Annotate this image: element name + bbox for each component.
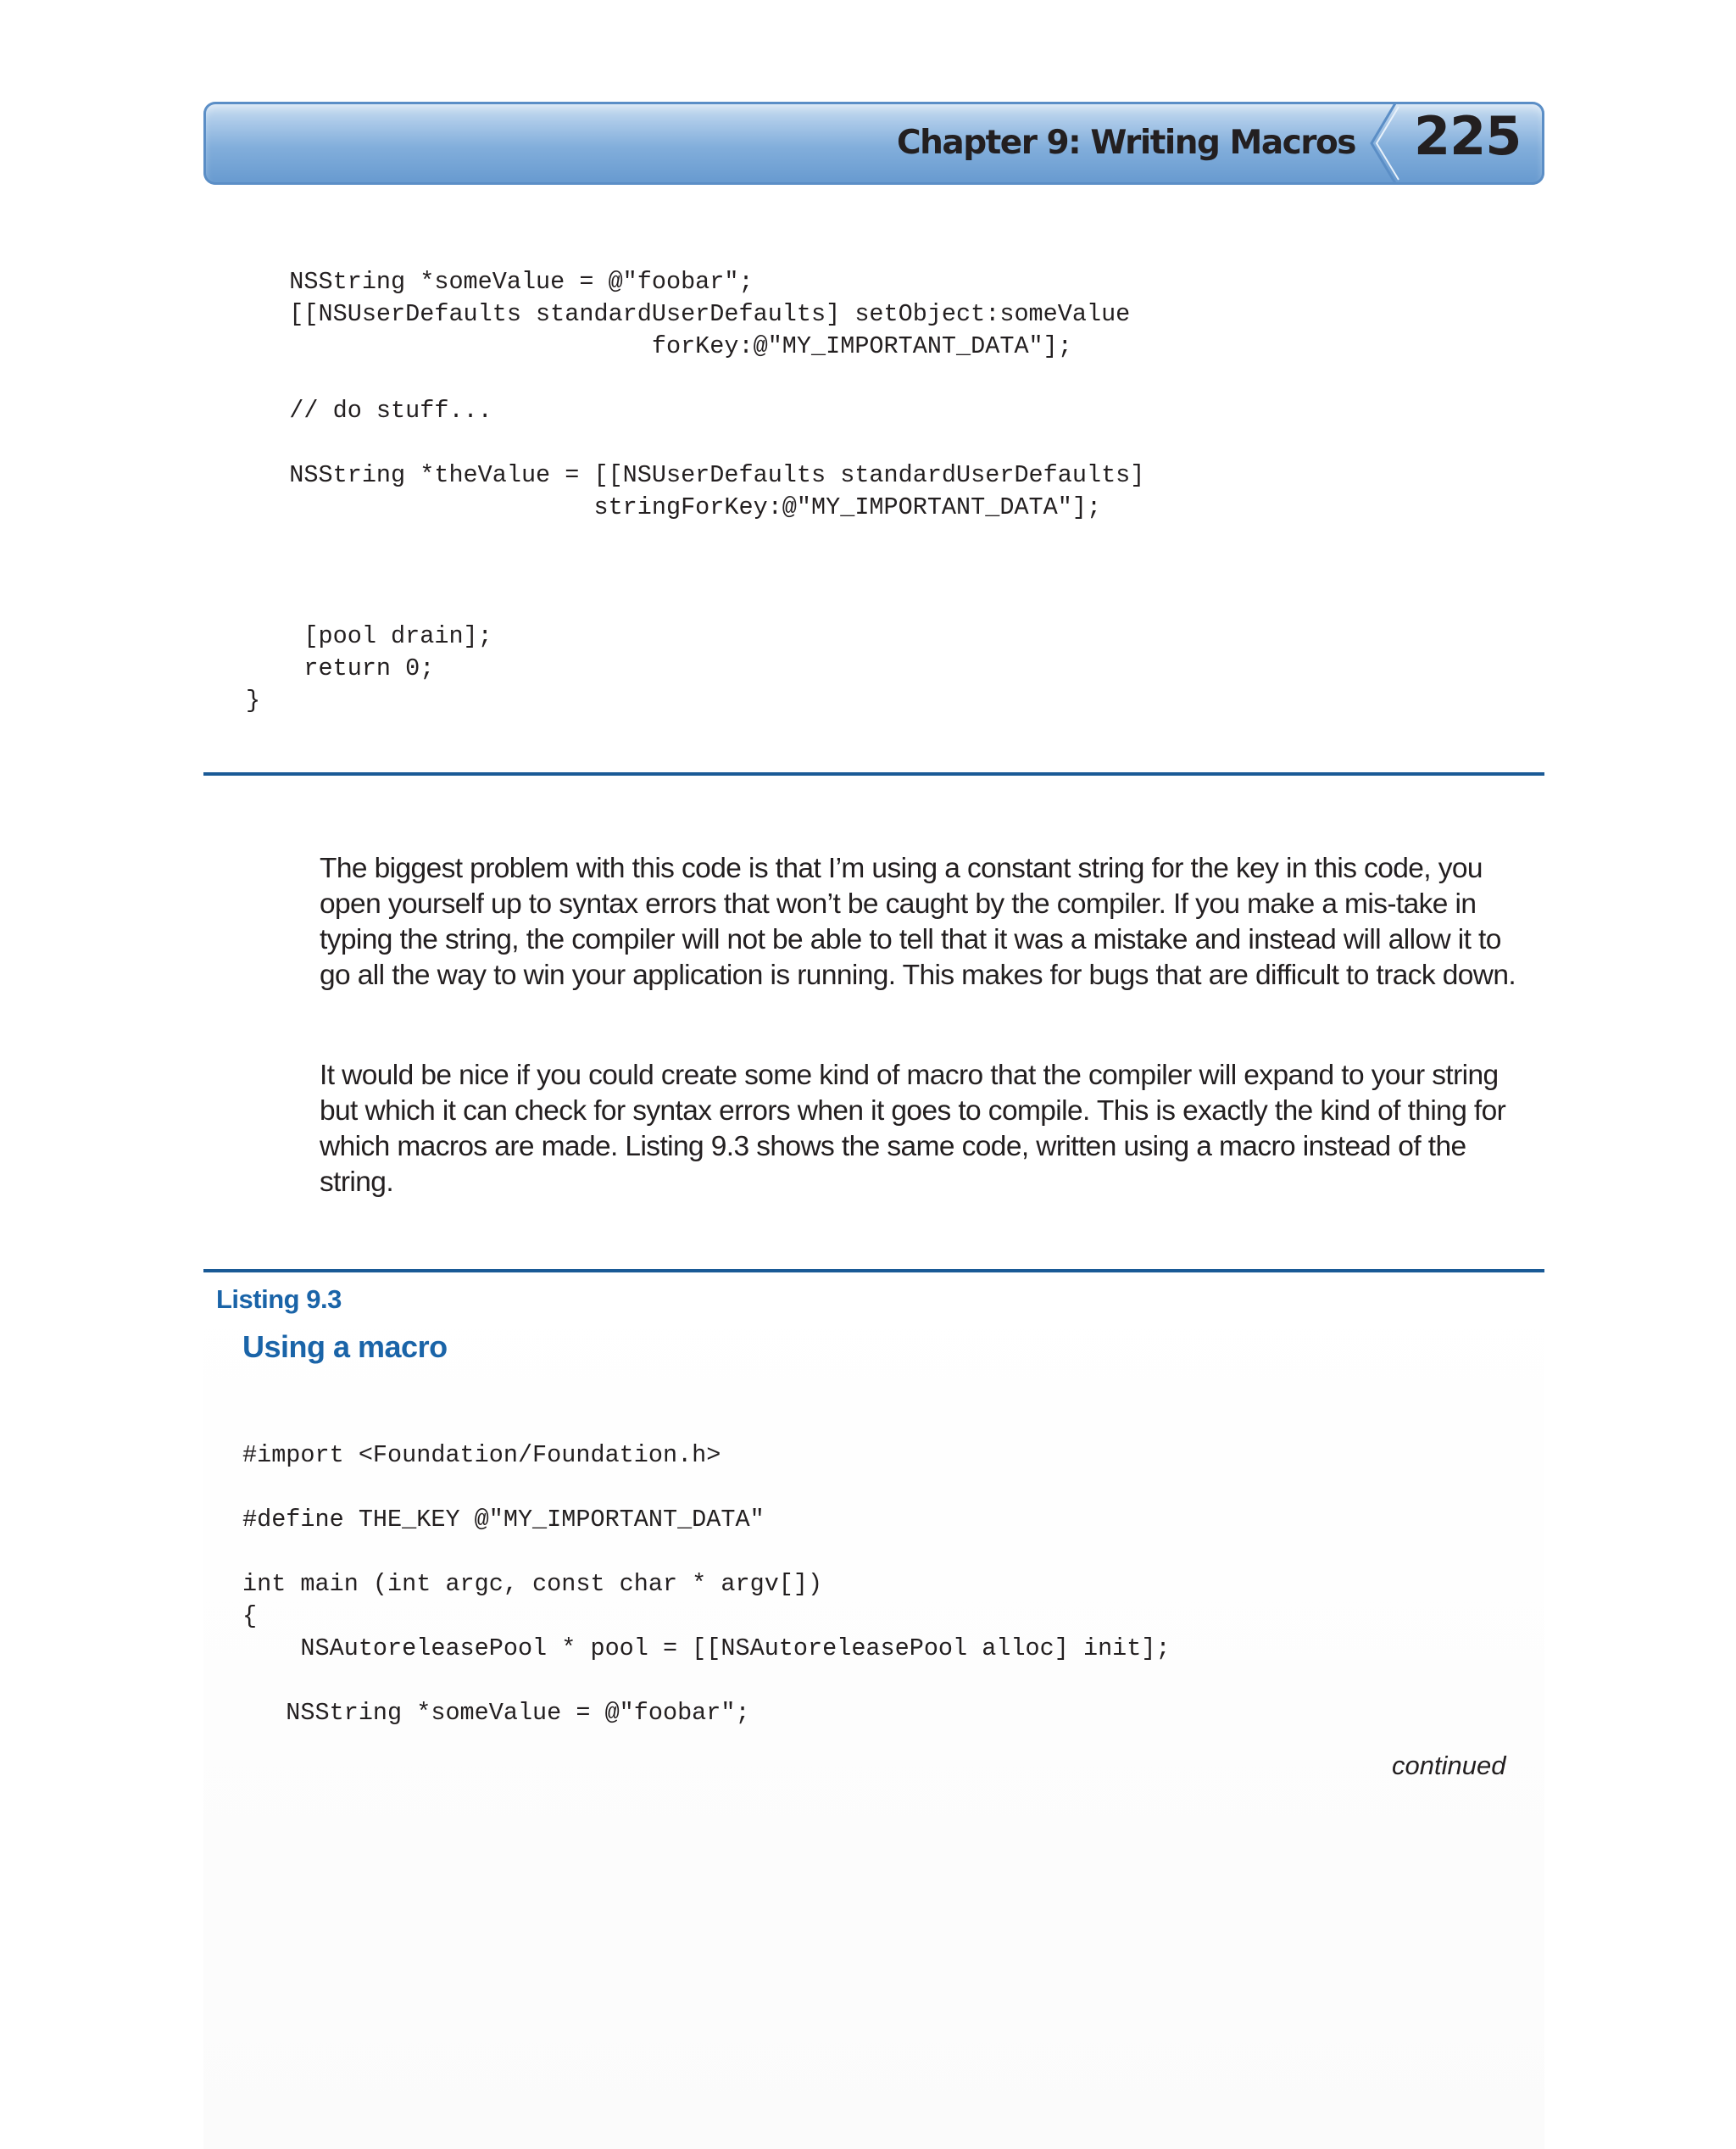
code-block-listing: [242, 1439, 1171, 1729]
code-listing-line: #import <Foundation/Foundation.h>: [242, 1441, 721, 1469]
code-top-line: [[NSUserDefaults standardUserDefaults] setObject:someValue: [246, 300, 1131, 328]
code-listing-line: {: [242, 1602, 258, 1630]
code-top-line: [pool drain];: [246, 622, 492, 650]
code-top-line: stringForKey:@"MY_IMPORTANT_DATA"];: [246, 493, 1102, 521]
code-listing-line: NSString *someValue = @"foobar";: [242, 1699, 750, 1727]
code-top-line: return 0;: [246, 654, 435, 682]
body-paragraph-1: The biggest problem with this code is that I’m using a constant string for the key in this code, you open yourself up to syntax errors that won’t be caught by the compiler. If you make a mis-take in typing the string, the compiler will not be able to tell that it was a mistake and instead will allow it to go all the way to win your application is running. This makes for bugs that are difficult to track down.: [320, 853, 1516, 991]
code-listing-line: int main (int argc, const char * argv[]): [242, 1570, 823, 1598]
divider-top: [203, 772, 1544, 776]
divider-listing: [203, 1269, 1544, 1272]
page-number: 225: [1414, 105, 1522, 167]
code-block-top: [246, 266, 1144, 717]
listing-label: Listing 9.3: [216, 1284, 342, 1314]
code-listing-line: #define THE_KEY @"MY_IMPORTANT_DATA": [242, 1506, 765, 1534]
code-top-line: forKey:@"MY_IMPORTANT_DATA"];: [246, 332, 1072, 360]
body-paragraph-2: It would be nice if you could create some kind of macro that the compiler will expand to your string but which it can check for syntax errors when it goes to compile. This is exactly the kind of thing for which macros are made. Listing 9.3 shows the same code, written using a macro instead of the string.: [320, 1060, 1506, 1198]
code-top-line: // do stuff...: [246, 397, 492, 425]
code-top-line: NSString *theValue = [[NSUserDefaults standardUserDefaults]: [246, 461, 1145, 489]
code-listing-line: NSAutoreleasePool * pool = [[NSAutoreleasePool alloc] init];: [242, 1634, 1171, 1662]
page-tab-notch: [1370, 102, 1421, 185]
continued-note: continued: [1392, 1751, 1506, 1780]
code-top-line: NSString *someValue = @"foobar";: [246, 268, 754, 296]
listing-title: Using a macro: [242, 1329, 448, 1364]
code-top-line: }: [246, 687, 261, 715]
chapter-title: Chapter 9: Writing Macros: [897, 124, 1356, 162]
